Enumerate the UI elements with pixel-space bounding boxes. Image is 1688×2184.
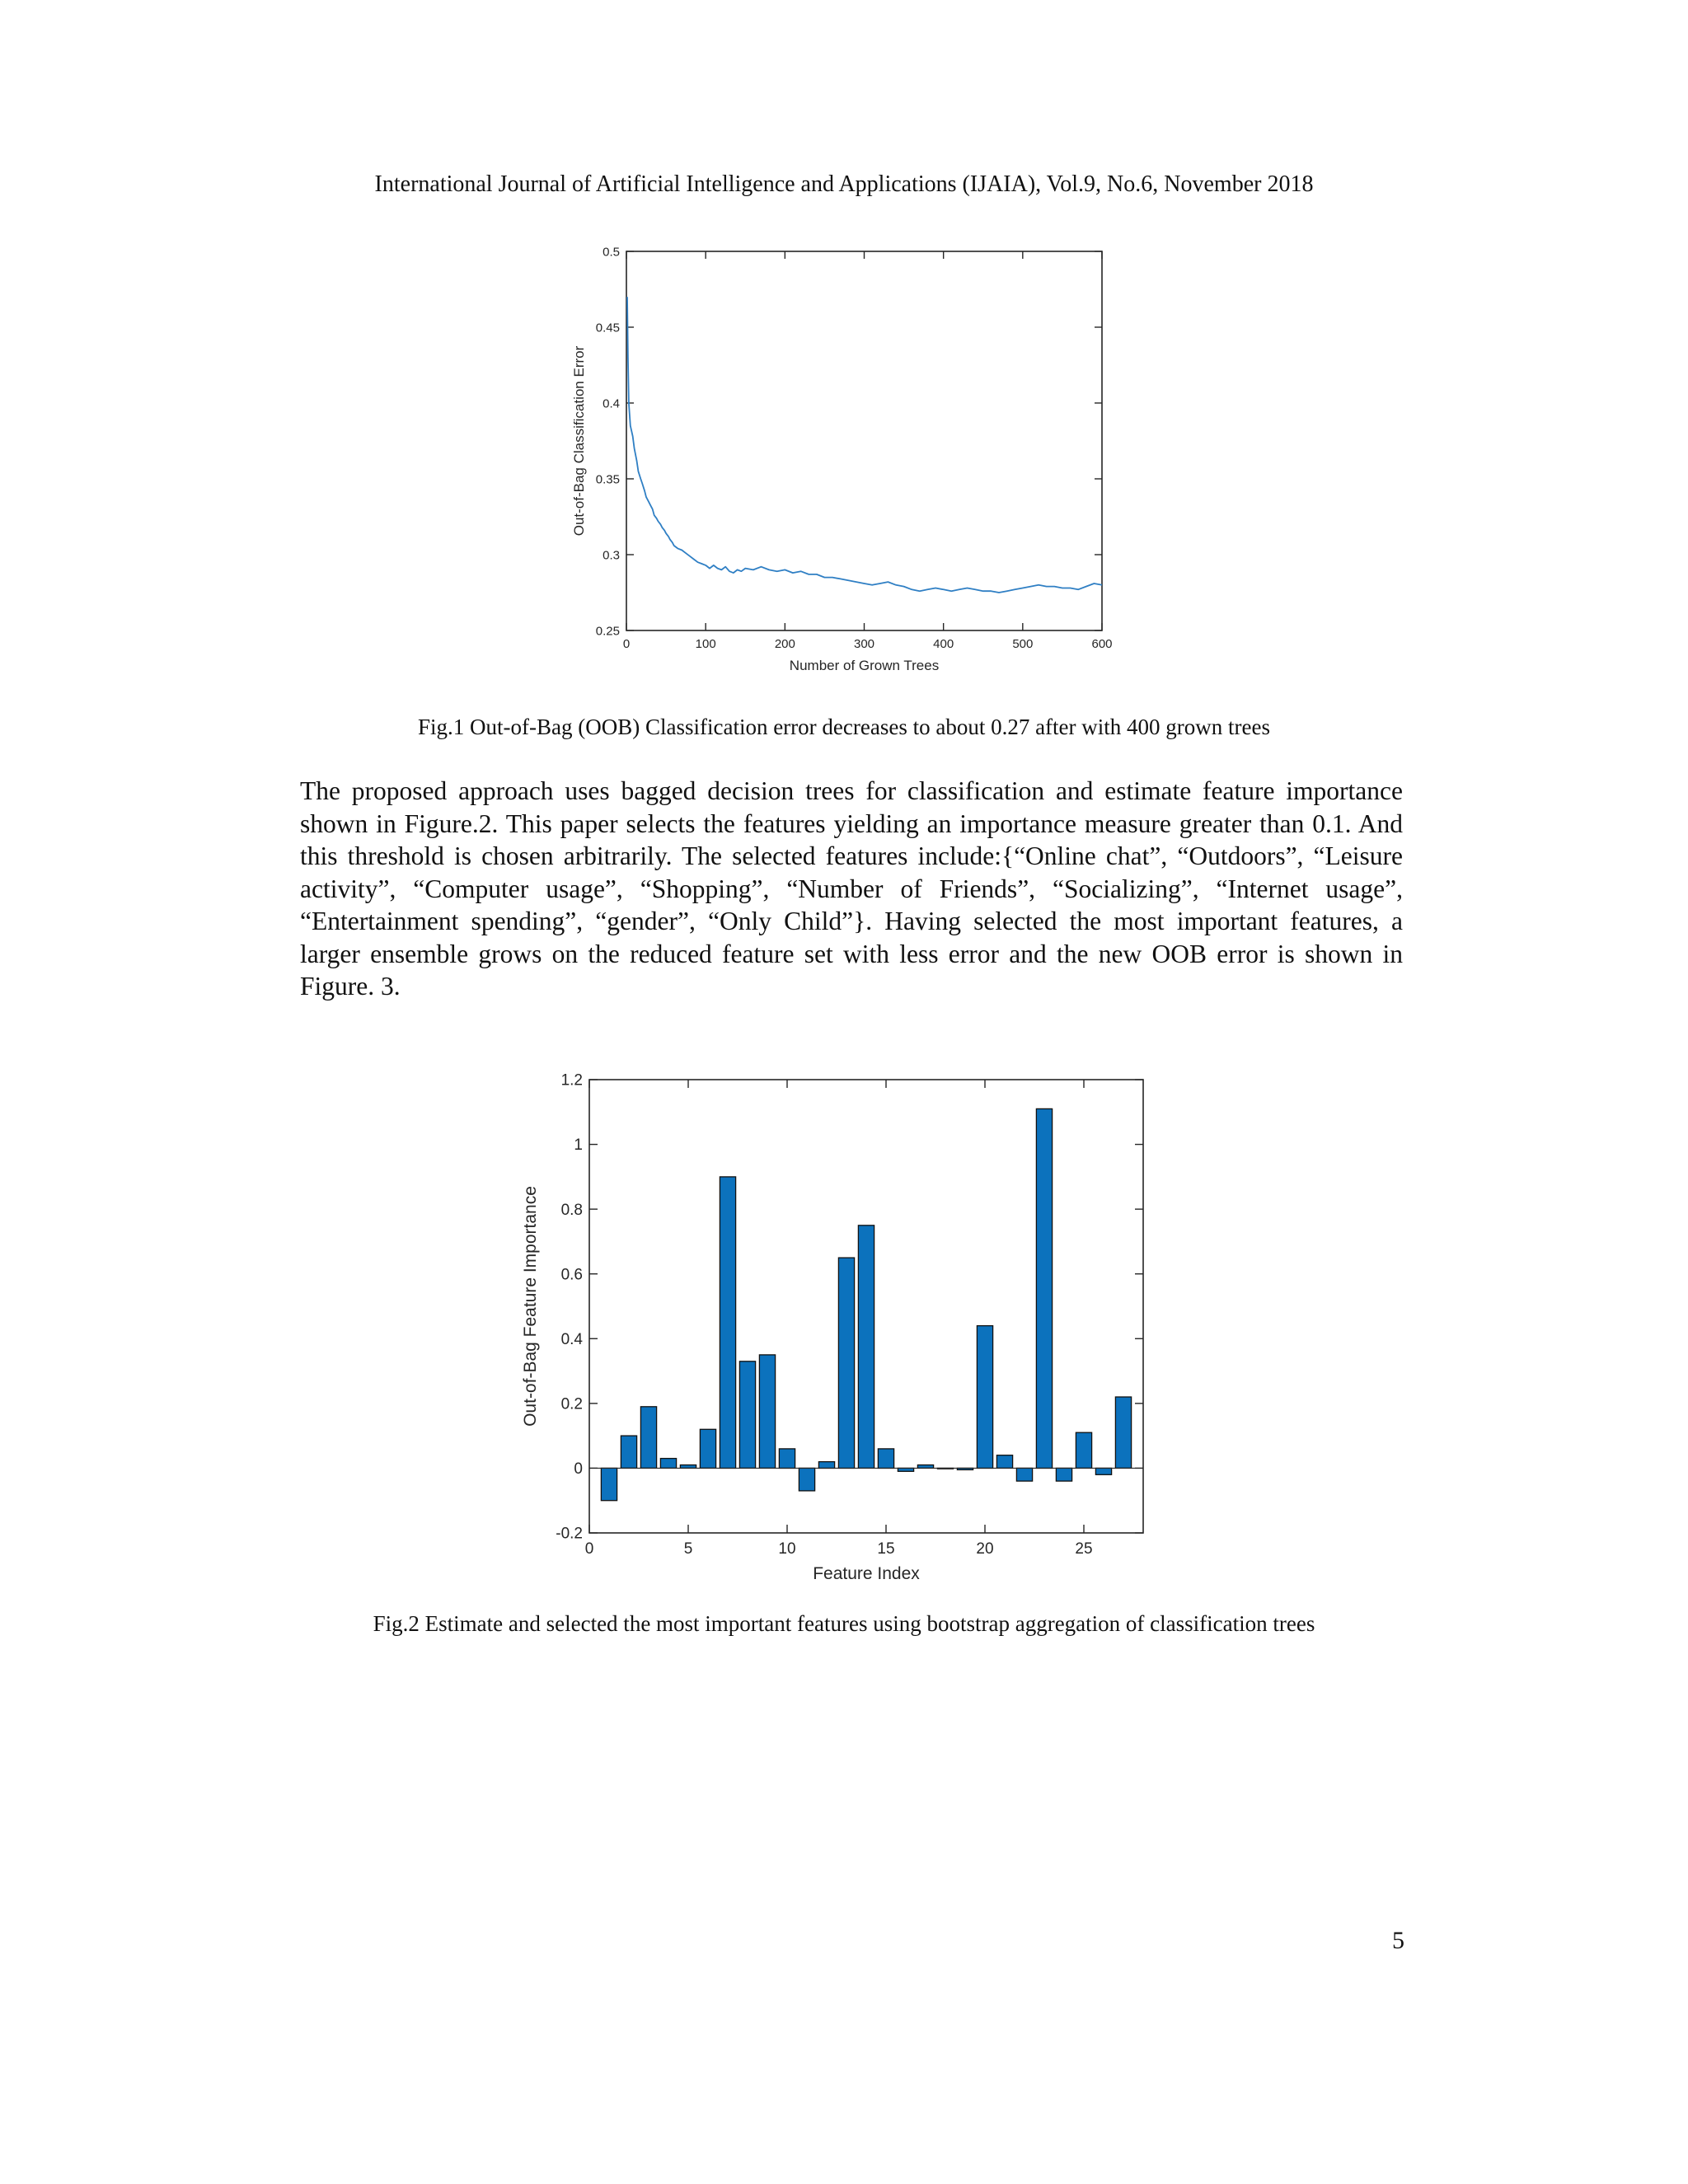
y-tick-label: 0 [574,1460,583,1479]
feature-bar-22 [1016,1468,1032,1481]
y-axis-label: Out-of-Bag Classification Error [571,345,587,537]
figure-2-caption: Fig.2 Estimate and selected the most important features using bootstrap aggregation of classification trees [373,1611,1315,1636]
feature-bar-26 [1095,1468,1111,1474]
feature-bar-13 [838,1258,854,1468]
feature-bar-15 [878,1449,893,1469]
feature-bar-24 [1056,1468,1071,1481]
feature-bar-5 [680,1465,696,1469]
x-tick-label: 100 [695,637,716,651]
y-tick-label: -0.2 [556,1525,583,1543]
feature-bar-6 [700,1429,715,1468]
x-axis-label: Number of Grown Trees [789,658,940,673]
oob-error-line-chart [560,239,1137,684]
x-tick-label: 500 [1012,637,1034,651]
y-tick-label: 0.4 [560,1330,583,1348]
feature-bar-7 [720,1177,735,1469]
feature-bar-9 [759,1355,775,1469]
x-tick-label: 300 [853,637,875,651]
feature-bar-25 [1076,1432,1091,1468]
figure-1-oob-error-chart [560,239,1137,684]
y-tick-label: 1 [574,1137,583,1155]
x-tick-label: 15 [877,1540,895,1558]
feature-bar-14 [858,1226,874,1469]
feature-bar-21 [996,1455,1012,1469]
figure-2-feature-importance-chart [511,1063,1170,1591]
feature-bar-3 [640,1407,656,1469]
x-tick-label: 5 [683,1540,693,1558]
x-tick-label: 600 [1091,637,1113,651]
x-tick-label: 25 [1075,1540,1093,1558]
feature-bar-11 [799,1468,814,1491]
x-tick-label: 20 [976,1540,994,1558]
oob-error-series-line [627,297,1102,593]
y-tick-label: 0.25 [595,624,620,639]
body-paragraph [300,775,1403,1003]
feature-bar-20 [977,1326,992,1469]
plot-frame [626,251,1102,630]
feature-bar-23 [1036,1108,1052,1468]
feature-bar-27 [1115,1397,1131,1468]
y-tick-label: 0.6 [560,1266,583,1284]
feature-importance-bar-chart [511,1063,1170,1591]
page-number: 5 [1392,1927,1404,1954]
y-tick-label: 0.3 [603,548,620,563]
feature-bar-8 [739,1361,755,1469]
y-tick-label: 0.35 [595,472,620,487]
figure-1-caption: Fig.1 Out-of-Bag (OOB) Classification error decreases to about 0.27 after with 400 grown trees [418,715,1270,739]
feature-bar-17 [917,1465,933,1469]
feature-bar-2 [621,1436,636,1468]
y-tick-label: 0.4 [603,396,620,411]
x-tick-label: 0 [622,637,631,651]
y-tick-label: 1.2 [560,1071,583,1090]
y-tick-label: 0.8 [560,1201,583,1219]
x-tick-label: 10 [778,1540,796,1558]
y-axis-label: Out-of-Bag Feature Importance [521,1186,540,1427]
feature-bar-4 [660,1459,676,1469]
y-tick-label: 0.5 [603,245,620,260]
x-tick-label: 200 [774,637,795,651]
x-axis-label: Feature Index [813,1564,920,1583]
feature-bar-1 [601,1468,617,1500]
x-tick-label: 400 [933,637,954,651]
paragraph-text: The proposed approach uses bagged decision trees for classification and estimate feature importance shown in Figure.2. This paper selects the features yielding an importance measure greater than 0.1. And this threshold is chosen arbitrarily. The selected features include:{“Online chat”, “Outdoors”, “Leisure activity”, “Computer usage”, “Shopping”, “Number of Friends”, “Socializing”, “Internet usage”, “Entertainment spending”, “gender”, “Only Child”}. Having selected the most important features, a larger ensemble grows on the reduced feature set with less error and the new OOB error is shown in Figure. 3. [300,776,1403,1001]
feature-bar-10 [779,1449,795,1469]
x-tick-label: 0 [584,1540,594,1558]
feature-bar-12 [818,1462,834,1469]
y-tick-label: 0.2 [560,1395,583,1413]
y-tick-label: 0.45 [595,321,620,335]
journal-header: International Journal of Artificial Intelligence and Applications (IJAIA), Vol.9, No.6, November 2018 [374,171,1314,197]
